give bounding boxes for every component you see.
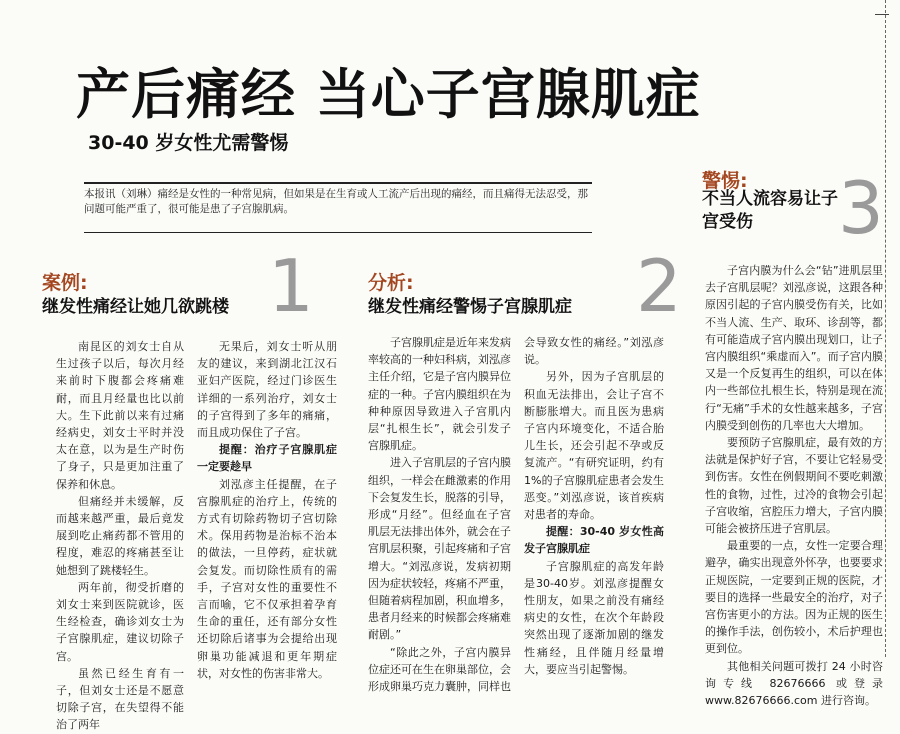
s3-c1-p4: 其他相关问题可拨打 24 小时咨询专线 82676666 或登录 www.82676666.com 进行咨询。 (705, 659, 883, 708)
section-2-label: 分析: (368, 272, 414, 294)
s1-c2-p1: 无果后，刘女士听从朋友的建议，来到湖北江汉石亚妇产医院，经过门诊医生详细的一系列治疗，刘女士的子宫得到了多年的痛痛，而且成功保住了子宫。 (197, 340, 337, 440)
section-2-title: 继发性痛经警惕子宫腺肌症 (368, 297, 572, 317)
intro-bottom-rule (84, 232, 592, 233)
s2-c2-p4: 子宫腺肌症的高发年龄是30-40岁。刘泓彦提醒女性朋友，如果之前没有痛经病史的女性，在次个年龄段突然出现了逐渐加剧的继发性痛经，且伴随月经量增大，要应当引起警惕。 (524, 559, 664, 676)
section-1-column-1 (56, 338, 184, 732)
s3-c1-p2: 要预防子宫腺肌症，最有效的方法就是保护好子宫，不要让它轻易受到伤害。女性在例假期间不要吃刺激性的食物，过性，过冷的食物会引起子宫收缩，宫腔压力增大，子宫内膜可能会被挤压进子宫肌层。 (705, 436, 883, 536)
subheadline: 30-40 岁女性尤需警惕 (88, 132, 289, 154)
s2-c1-p3: “除此之外，子宫内膜异位症还可在生在卵巢部位，会形成卵巢巧克力囊肿，同样也 (368, 645, 511, 694)
section-3-column-1 (705, 262, 883, 708)
section-2-column-2 (524, 334, 664, 676)
section-1-title: 继发性痛经让她几欲跳楼 (42, 297, 229, 317)
s2-c1-p1: 子宫腺肌症是近年来发病率较高的一种妇科病，刘泓彦主任介绍，它是子宫内膜异位症的一种。子宫内膜组织在为种种原因导致进入子宫肌内层“扎根生长”，就会引发子宫腺肌症。 (368, 336, 511, 453)
section-3-number: 3 (838, 166, 884, 250)
s3-c1-p3: 最重要的一点，女性一定要合理避孕，确实出现意外怀孕，也要要求正规医院，一定要到正规的医院，才要目的选择一些最安全的治疗，对子宫伤害更小的方法。因为正规的医生的操作手法，创伤较小，术后护理也更到位。 (705, 539, 883, 656)
s2-c2-p1: 会导致女性的痛经。”刘泓彦说。 (524, 336, 664, 367)
section-2-column-1 (368, 334, 511, 694)
section-1-column-2 (197, 338, 337, 680)
s1-c1-p4: 虽然已经生育有一子，但刘女士还是不愿意切除子宫，在失望得不能治了两年 (56, 666, 184, 732)
s1-c1-p3: 两年前，彻受折磨的刘女士来到医院就诊，医生经检查，确诊刘女士为子宫腺肌症，建议切除子宫。 (56, 580, 184, 663)
section-3-title: 不当人流容易让子宫受伤 (702, 189, 838, 232)
section-1-number: 1 (268, 244, 314, 328)
section-1-label: 案例: (42, 272, 88, 294)
crop-mark-vertical (885, 0, 886, 657)
s1-c2-p3: 刘泓彦主任提醒，在子宫腺肌症的治疗上，传统的方式有切除药物切子宫切除术。保用药物是治标不治本的做法，一旦停药，症状就会复发。而切除性质有的需手，子宫对女性的重要性不言而喻，它不仅承担着孕育生命的重任，还有部分女性还切除后诸事为会提给出现卵巢功能减退和更年期症状，对女性的伤害非常大。 (197, 477, 337, 680)
crop-mark-horizontal (875, 14, 889, 15)
s1-c1-p1: 南昆区的刘女士自从生过孩子以后，每次月经来前时下腹都会疼痛难耐，而且月经量也比以前大。生下此前以来有过痛经病史，刘女士平时并没太在意，以为是生产时伤了身子，只是更加注重了保养和休息。 (56, 340, 184, 491)
s1-c2-p2: 提醒：治疗子宫腺肌症一定要趁早 (197, 443, 337, 474)
s3-c1-p1: 子宫内膜为什么会“钻”进肌层里去子宫肌层呢？刘泓彦说，这跟各种原因引起的子宫内膜受伤有关，比如不当人流、生产、取环、诊刮等，都有可能造成子宫内膜出现划口，让子宫内膜组织“乘虚而入”。而子宫内膜又是一个反复再生的组织，可以在体内一些部位扎根生长，特别是现在流行“无痛”手术的女性越来越多，子宫内膜受到创伤的几率也大大增加。 (705, 264, 883, 432)
section-2-number: 2 (636, 244, 682, 328)
headline: 产后痛经 当心子宫腺肌症 (76, 62, 701, 126)
s2-c1-p2: 进入子宫肌层的子宫内膜组织，一样会在雌激素的作用下会复发生长，脱落的引导，形成“月经”。但经血在子宫肌层无法排出体外，就会在子宫肌层积聚，引起疼痛和子宫增大。“刘泓彦说，发病初期因为症状较轻，疼痛不严重，但随着病程加剧，积血增多，患者月经来的时候都会疼痛难耐剧。” (368, 456, 511, 642)
intro-text: 本报讯（刘琳）痛经是女性的一种常见病，但如果是在生育或人工流产后出现的痛经，而且痛得无法忍受，那问题可能严重了，很可能是患了子宫腺肌病。 (84, 188, 588, 215)
s1-c1-p2: 但痛经并未缓解，反而越来越严重，最后竟发展到吃止痛药都不管用的程度，难忍的疼痛甚至让她想到了跳楼轻生。 (56, 494, 184, 577)
intro-top-rule (84, 182, 592, 184)
s2-c2-p3: 提醒：30-40 岁女性高发子宫腺肌症 (524, 525, 664, 556)
section-3-label: 警惕: (702, 170, 748, 192)
s2-c2-p2: 另外，因为子宫肌层的积血无法排出，会让子宫不断膨胀增大。而且医为患病子宫内环境变化，不适合胎儿生长，还会引起不孕或反复流产。“有研究证明，约有1%的子宫腺肌症患者会发生恶变。”刘泓彦说，该首疾病对患者的寿命。 (524, 370, 664, 522)
